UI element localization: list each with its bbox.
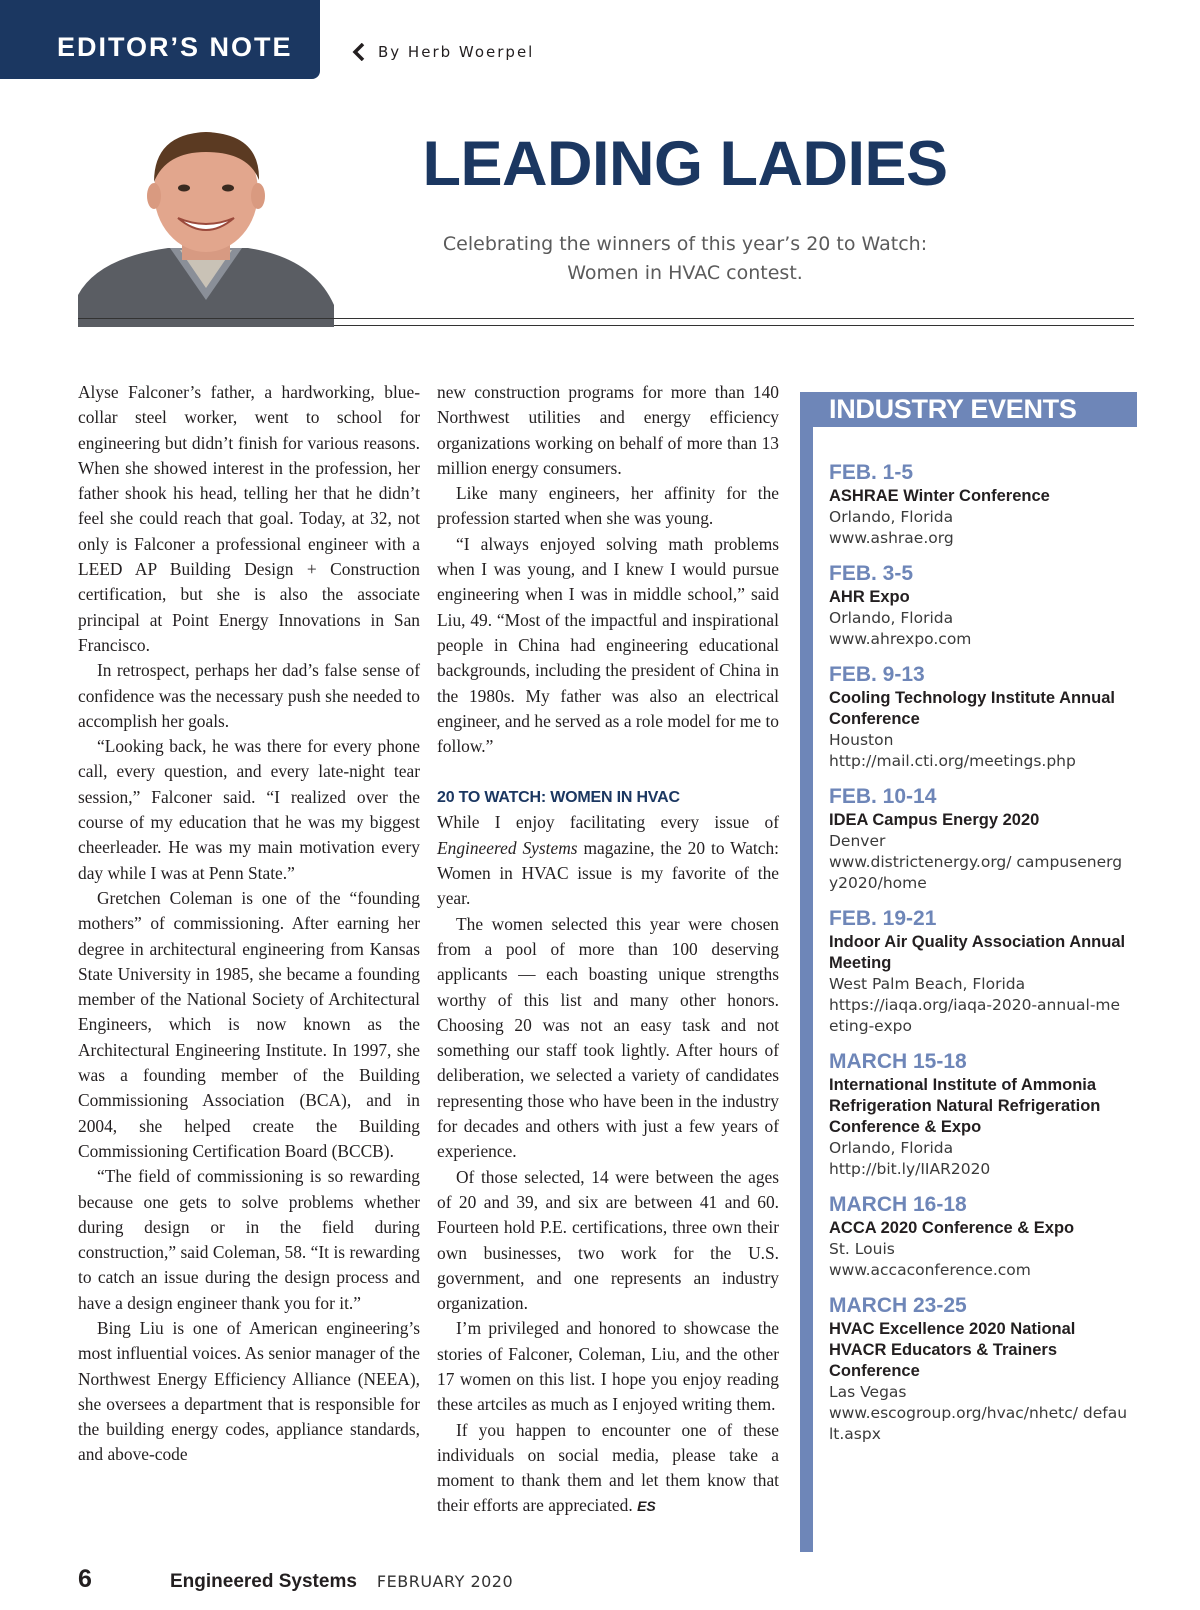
event-url[interactable]: www.accaconference.com <box>829 1261 1031 1279</box>
deck-line-1: Celebrating the winners of this year’s 20 to Watch: <box>442 233 928 255</box>
event-url[interactable]: http://bit.ly/IIAR2020 <box>829 1160 991 1178</box>
event-item <box>829 906 1129 1037</box>
event-date: FEB. 19-21 <box>829 907 937 930</box>
magazine-title: Engineered Systems <box>170 1571 357 1592</box>
paragraph: Alyse Falconer’s father, a hardworking, blue-collar steel worker, went to school for engineering but didn’t finish for various reasons. When she showed interest in the profession, her father shook his head, telling her that he didn’t feel she could reach that goal. Today, at 32, not only is Falconer a professional engineer with a LEED AP Building Design + Construction certification, but she is also the associate principal at Point Energy Innovations in San Francisco. <box>78 382 420 655</box>
event-url[interactable]: https://iaqa.org/iaqa-2020-annual-meeting-expo <box>829 996 1121 1035</box>
paragraph: “Looking back, he was there for every phone call, every question, and every late-night tear session,” Falconer said. “I realized over the course of my education that he was my biggest cheerleader. He was my main motivation every day while I was at Penn State.” <box>78 736 420 883</box>
event-name: Indoor Air Quality Association Annual Meeting <box>829 933 1126 972</box>
event-location: St. Louis <box>829 1240 895 1258</box>
event-name: International Institute of Ammonia Refrigeration Natural Refrigeration Conference & Expo <box>829 1076 1101 1136</box>
event-url[interactable]: www.ahrexpo.com <box>829 630 972 648</box>
event-item <box>829 1192 1129 1281</box>
author-photo <box>78 130 334 327</box>
event-location: Houston <box>829 731 894 749</box>
event-date: FEB. 3-5 <box>829 562 914 585</box>
event-name: Cooling Technology Institute Annual Conference <box>829 689 1115 728</box>
page-number: 6 <box>78 1565 92 1593</box>
header-rule <box>78 318 1134 319</box>
end-mark: ES <box>637 1498 656 1515</box>
chevron-left-icon <box>352 43 366 61</box>
event-location: Orlando, Florida <box>829 1139 954 1157</box>
event-location: Orlando, Florida <box>829 609 954 627</box>
subhead: 20 TO WATCH: WOMEN IN HVAC <box>437 789 680 807</box>
paragraph: “The field of commissioning is so rewarding because one gets to solve problems whether during design or in the field during construction,” said Coleman, 58. “It is rewarding to catch an issue during the design process and have a design engineer thank you for it.” <box>78 1166 420 1313</box>
event-url[interactable]: http://mail.cti.org/meetings.php <box>829 752 1076 770</box>
event-date: MARCH 15-18 <box>829 1050 967 1073</box>
intro-text-cont: magazine, the 20 to Watch: Women in HVAC issue is my favorite of the year. <box>437 837 779 909</box>
event-date: FEB. 10-14 <box>829 785 937 808</box>
event-item <box>829 1293 1129 1445</box>
event-location: West Palm Beach, Florida <box>829 975 1026 993</box>
event-name: HVAC Excellence 2020 National HVACR Educators & Trainers Conference <box>829 1320 1076 1380</box>
paragraph: Of those selected, 14 were between the ages of 20 and 39, and six are between 41 and 60. Fourteen hold P.E. certifications, three own their own businesses, two work for the U.S. government, and one represents an industry organization. <box>437 1166 779 1314</box>
event-url[interactable]: www.districtenergy.org/ campusenergy2020/home <box>829 853 1123 892</box>
event-name: IDEA Campus Energy 2020 <box>829 811 1040 829</box>
page-footer <box>78 1565 513 1595</box>
event-name: ASHRAE Winter Conference <box>829 487 1050 505</box>
article-column-2 <box>437 380 779 1520</box>
byline <box>352 40 534 64</box>
sidebar-accent-bar <box>800 392 813 1552</box>
event-item <box>829 784 1129 894</box>
event-item <box>829 561 1129 650</box>
event-date: FEB. 9-13 <box>829 663 925 686</box>
paragraph: new construction programs for more than 140 Northwest utilities and energy efficiency organizations working on behalf of more than 13 million energy consumers. <box>437 382 779 478</box>
event-date: FEB. 1-5 <box>829 461 914 484</box>
article-column-1 <box>78 380 420 1468</box>
event-location: Denver <box>829 832 886 850</box>
sidebar-title: INDUSTRY EVENTS <box>800 392 1137 427</box>
event-name: ACCA 2020 Conference & Expo <box>829 1219 1075 1237</box>
event-item <box>829 460 1129 549</box>
paragraph: Gretchen Coleman is one of the “founding mothers” of commissioning. After earning her degree in architectural engineering from Kansas State University in 1985, she became a founding member of the National Society of Architectural Engineers, which is now known as the Architectural Engineering Institute. In 1997, she was a founding member of the Building Commissioning Association (BCA), and in 2004, she helped create the Building Commissioning Certification Board (BCCB). <box>78 887 420 1161</box>
paragraph: The women selected this year were chosen from a pool of more than 100 deserving applicants — each boasting unique strengths worthy of this list and many other honors. Choosing 20 was not an easy task and not something our staff took lightly. After hours of deliberation, we selected a variety of candidates representing those who have been in the industry for decades and others with just a few years of experience. <box>437 913 779 1162</box>
magazine-name: Engineered Systems <box>437 837 578 858</box>
byline-text: By Herb Woerpel <box>378 43 535 61</box>
paragraph <box>437 810 779 911</box>
event-url[interactable]: www.escogroup.org/hvac/nhetc/ default.aspx <box>829 1404 1128 1443</box>
event-url[interactable]: www.ashrae.org <box>829 529 954 547</box>
event-date: MARCH 16-18 <box>829 1193 967 1216</box>
intro-text: While I enjoy facilitating every issue of <box>437 812 779 833</box>
paragraph <box>437 1418 779 1520</box>
event-item <box>829 662 1129 772</box>
closing-text: If you happen to encounter one of these individuals on social media, please take a moment to thank them and let them know that their efforts are appreciated. <box>437 1419 779 1516</box>
deck-line-2: Women in HVAC contest. <box>567 262 803 284</box>
paragraph: Bing Liu is one of American engineering’s most influential voices. As senior manager of the Northwest Energy Efficiency Alliance (NEEA), she oversees a department that is responsible for the building energy codes, appliance standards, and above-code <box>78 1317 420 1465</box>
paragraph: “I always enjoyed solving math problems when I was young, and I knew I would pursue engineering when I was in middle school,” said Liu, 49. “Most of the impactful and inspirational people in China had engineering educational backgrounds, including the president of China in the 1980s. My father was also an electrical engineer, and he served as a role model for me to follow.” <box>437 533 779 757</box>
event-location: Las Vegas <box>829 1383 907 1401</box>
paragraph: I’m privileged and honored to showcase the stories of Falconer, Coleman, Liu, and the other 17 women on this list. I hope you enjoy reading these artciles as much as I enjoyed writing them. <box>437 1318 779 1415</box>
section-tab: EDITOR’S NOTE <box>0 0 320 79</box>
deck <box>390 230 980 288</box>
paragraph: In retrospect, perhaps her dad’s false sense of confidence was the necessary push she needed to accomplish her goals. <box>78 660 420 731</box>
events-list <box>829 460 1129 1457</box>
event-location: Orlando, Florida <box>829 508 954 526</box>
issue-date: FEBRUARY 2020 <box>376 1572 514 1591</box>
header-rule-secondary <box>334 325 1134 326</box>
event-date: MARCH 23-25 <box>829 1294 967 1317</box>
headline: LEADING LADIES <box>422 129 948 199</box>
paragraph: Like many engineers, her affinity for the profession started when she was young. <box>437 483 779 529</box>
event-name: AHR Expo <box>829 588 910 606</box>
event-item <box>829 1049 1129 1180</box>
